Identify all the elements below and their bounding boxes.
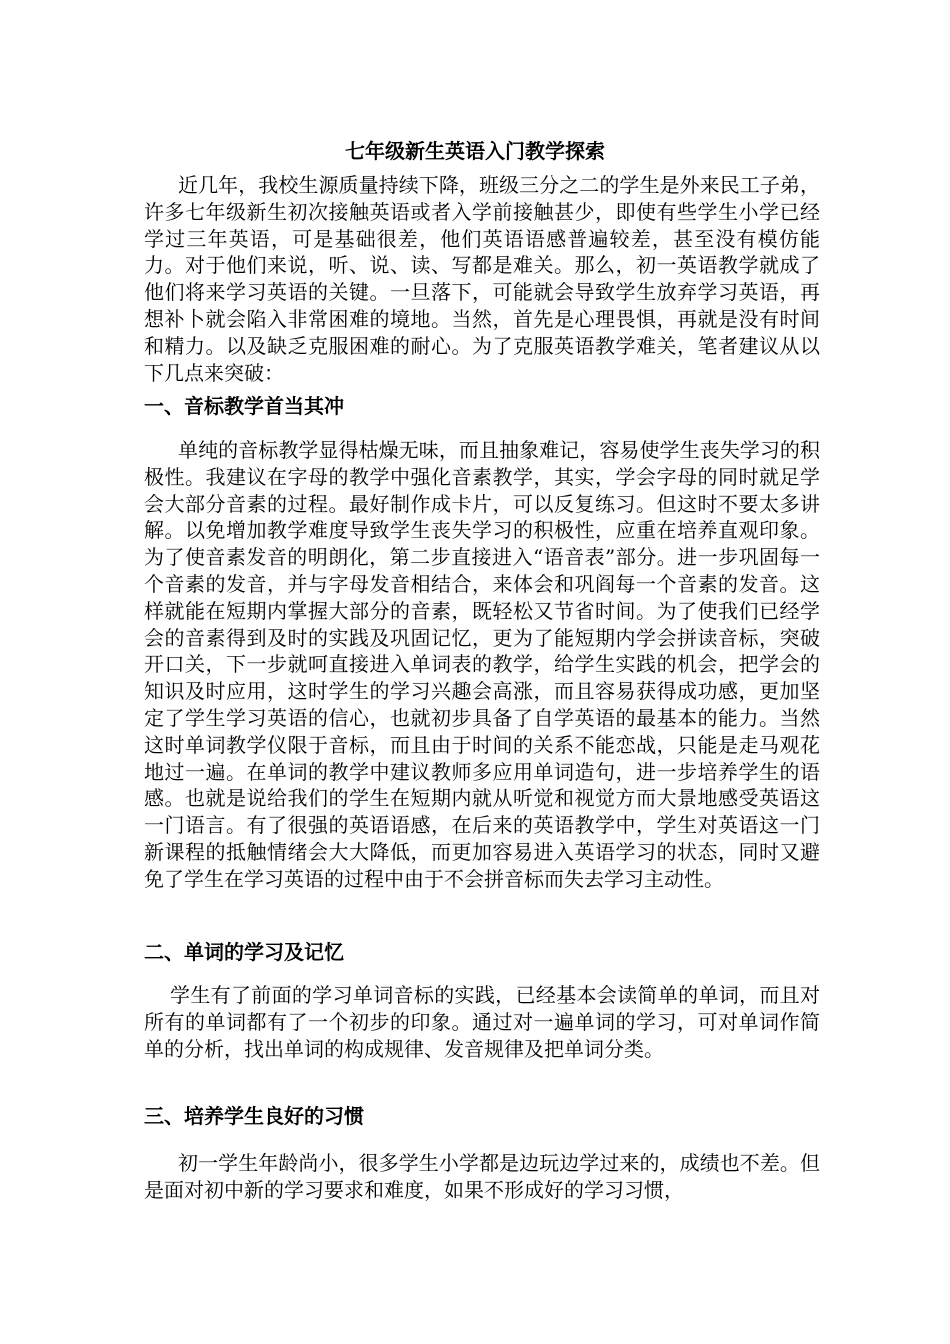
- document-title: 七年级新生英语入门教学探索: [345, 139, 605, 164]
- section-heading-habits: 三、培养学生良好的习惯: [144, 1104, 364, 1128]
- section-body-phonetics: 单纯的音标教学显得枯燥无味，而且抽象难记，容易使学生丧失学习的积极性。我建议在字母的教学中强化音素教学，其实，学会字母的同时就足学会大部分音素的过程。最好制作成卡片，可以反复练习。但这时不要太多讲解。以免增加教学难度导致学生丧失学习的积极性，应重在培养直观印象。为了使音素发音的明朗化，第二步直接进入“语音表”部分。进一步巩固每一个音素的发音，并与字母发音相结合，来体会和巩阎每一个音素的发音。这样就能在短期内掌握大部分的音素，既轻松又节省时间。为了使我们已经学会的音素得到及时的实践及巩固记忆，更为了能短期内学会拼读音标，突破开口关，下一步就呵直接进入单词表的教学，给学生实践的机会，把学会的知识及时应用，这时学生的学习兴趣会高涨，而且容易获得成功感，更加坚定了学生学习英语的信心，也就初步具备了自学英语的最基本的能力。当然这时单词教学仪限于音标，而且由于时间的关系不能恋战，只能是走马观花地过一遍。在单词的教学中建议教师多应用单词造句，进一步培养学生的语感。也就是说给我们的学生在短期内就从听觉和视觉方而大景地感受英语这一门语言。有了很强的英语语感，在后来的英语教学中，学生对英语这一门新课程的抵触情绪会大大降低，而更加容易进入英语学习的状态，同时又避免了学生在学习英语的过程中由于不会拼音标而失去学习主动性。: [144, 438, 820, 891]
- section-body-habits: 初一学生年龄尚小，很多学生小学都是边玩边学过来的，成绩也不差。但是面对初中新的学习要求和难度，如果不形成好的学习习惯，: [144, 1151, 820, 1202]
- section-heading-phonetics: 一、音标教学首当其冲: [144, 394, 344, 418]
- section-body-vocabulary: 学生有了前面的学习单词音标的实践，已经基本会读简单的单词，而且对所有的单词都有了一个初步的印象。通过对一遍单词的学习，可对单词作简单的分析，找出单词的构成规律、发音规律及把单词分类。: [144, 983, 820, 1061]
- section-heading-vocabulary: 二、单词的学习及记忆: [144, 940, 344, 964]
- intro-paragraph: 近几年，我校生源质量持续下降，班级三分之二的学生是外来民工子弟，许多七年级新生初次接触英语或者入学前接触甚少，即使有些学生小学已经学过三年英语，可是基础很差，他们英语语感普遍较差，甚至没有模仿能力。对于他们来说，听、说、读、写都是难关。那么，初一英语教学就成了他们将来学习英语的关键。一旦落下，可能就会导致学生放弃学习英语，再想补卜就会陷入非常困难的境地。当然，首先是心理畏惧，再就是没有时间和精力。以及缺乏克服困难的耐心。为了克服英语教学难关，笔者建议从以下几点来突破：: [144, 173, 820, 385]
